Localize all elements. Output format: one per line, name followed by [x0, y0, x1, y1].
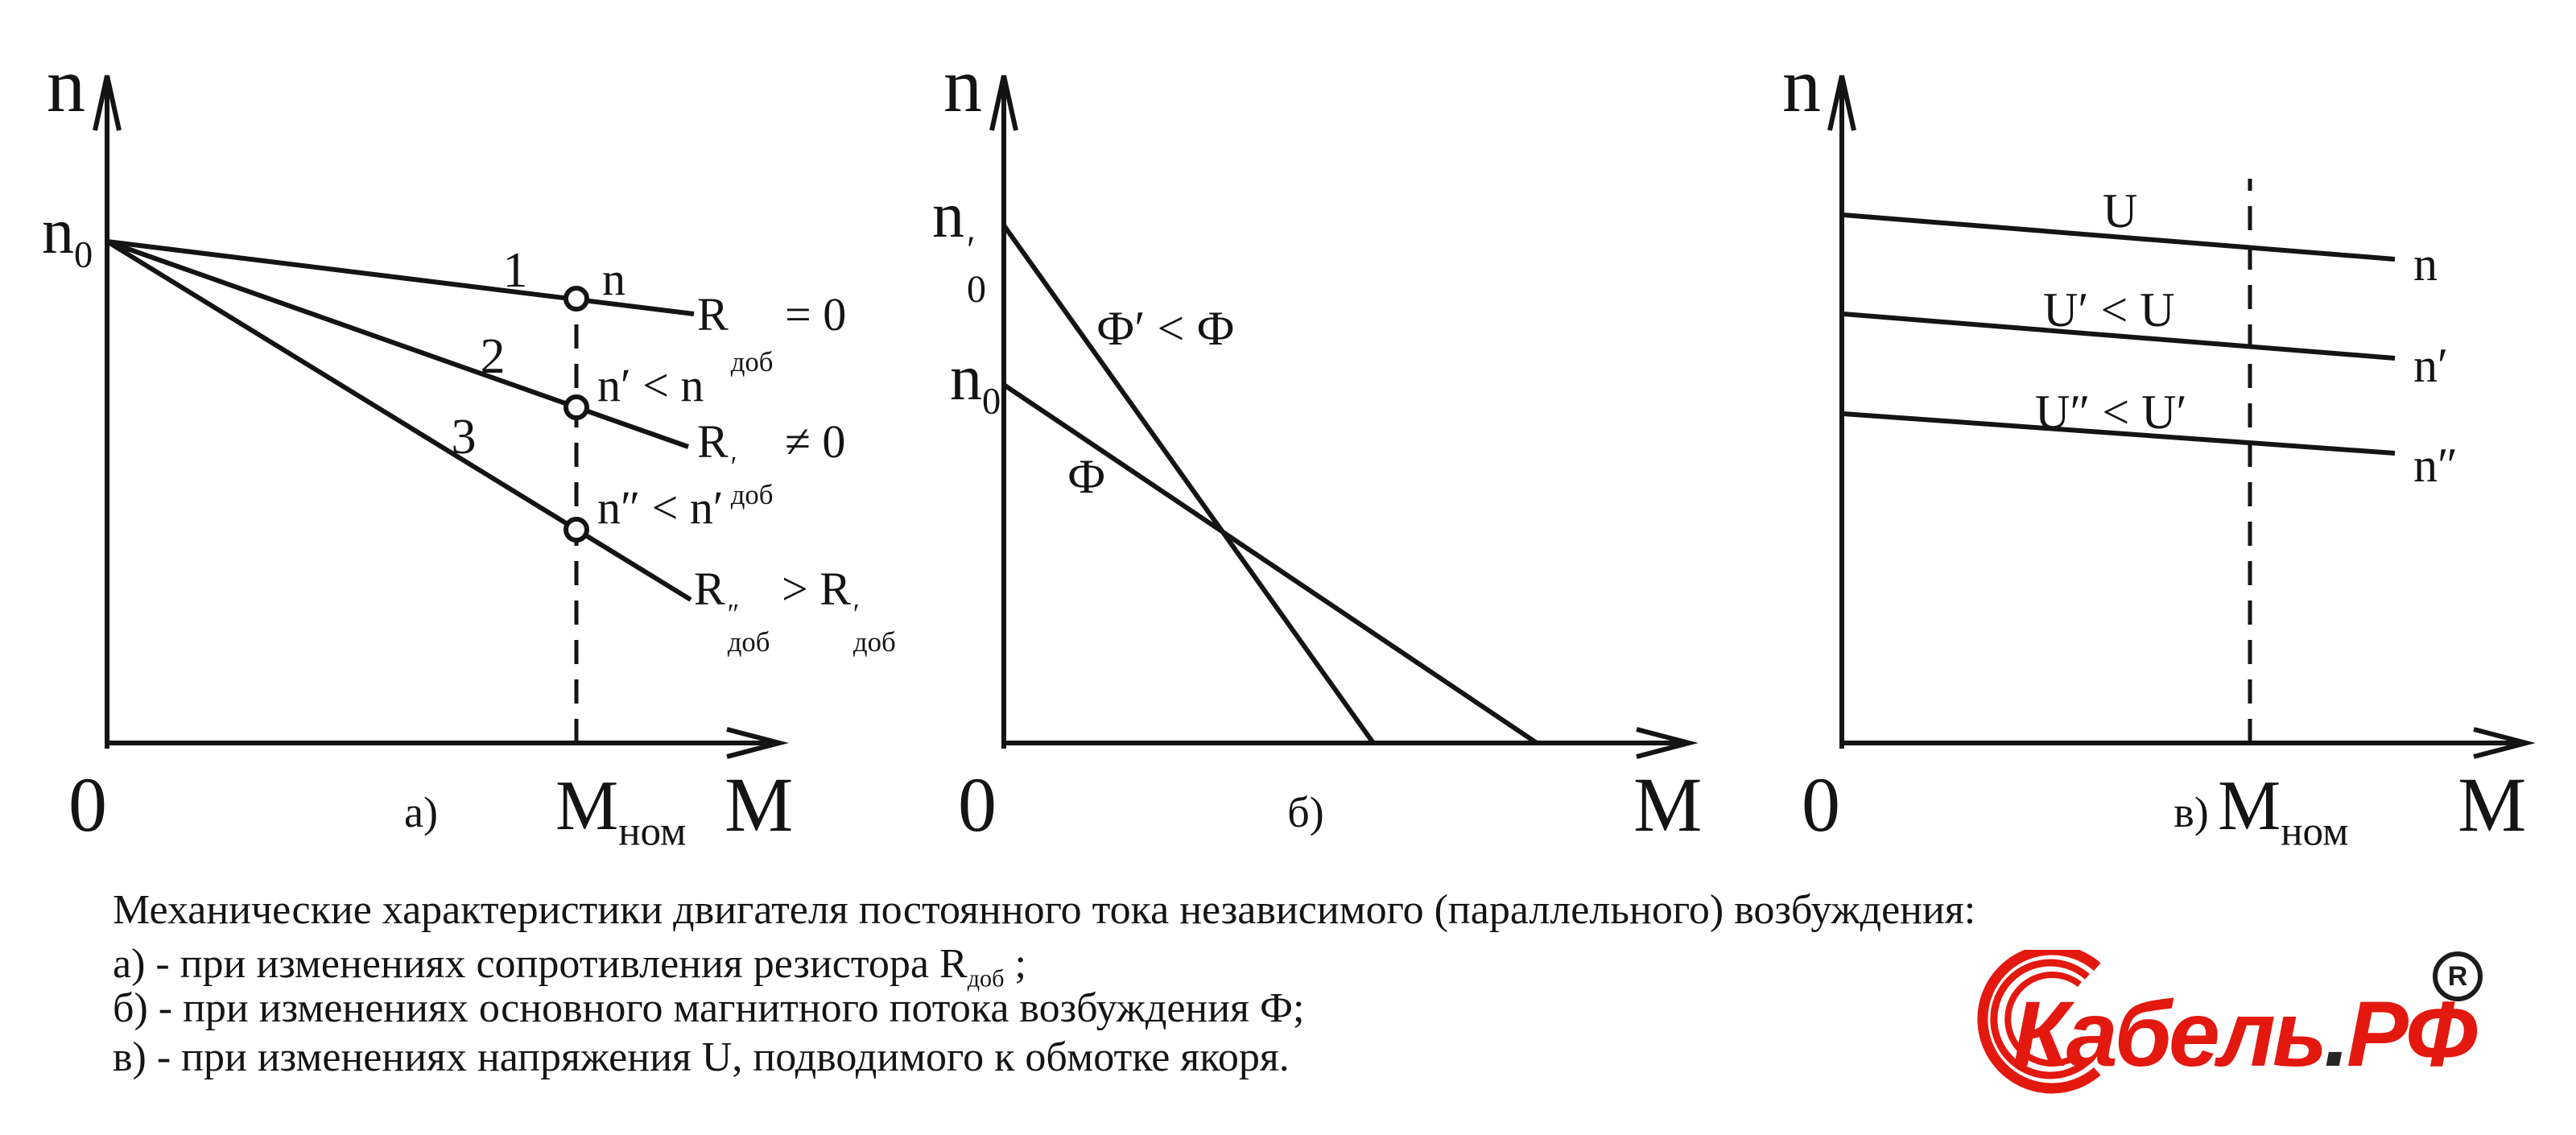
- panel-a-marker-2: [566, 397, 587, 418]
- panel-a-r1-label: R доб = 0: [697, 288, 847, 378]
- panel-c-x-axis-label: M: [2458, 761, 2527, 848]
- registered-trademark-icon: R: [2433, 951, 2483, 1001]
- panel-b-x-axis-label: M: [1633, 761, 1703, 848]
- panel-a-point1-label: n: [602, 253, 625, 305]
- panel-a-marker-1: [566, 288, 587, 309]
- kabel-rf-logo: [1971, 950, 2502, 1099]
- panel-a-marker-3: [566, 519, 587, 540]
- panel-a-x-axis-label: M: [724, 761, 794, 848]
- panel-c-u-double-prime-label: U″ < U′: [2035, 386, 2187, 439]
- panel-a-curve1-number: 1: [502, 243, 528, 298]
- panel-b-caption: б): [1287, 788, 1324, 836]
- logo-dot: .: [2324, 983, 2347, 1086]
- panel-b-origin-label: 0: [958, 761, 997, 848]
- panel-a-curve2-number: 2: [480, 329, 506, 384]
- panel-c-n-double-prime-label: n″: [2413, 439, 2458, 492]
- panel-c-u-prime-label: U′ < U: [2043, 283, 2175, 336]
- panel-a-y-axis-label: n: [47, 42, 85, 128]
- panel-a-point2-label: n′ < n: [597, 359, 704, 411]
- panel-a-r3-label: R ″ доб > R ′ доб: [694, 563, 896, 658]
- panel-b-y-axis-label: n: [943, 42, 982, 128]
- panel-c-n-label: n: [2413, 237, 2438, 291]
- panel-c-y-axis-label: n: [1782, 42, 1821, 128]
- panel-a-curve3-number: 3: [451, 410, 477, 464]
- logo-wordmark: Кабель.РФ: [2013, 983, 2475, 1086]
- panel-a-point3-label: n″ < n′: [597, 481, 724, 534]
- panel-b-n0-prime-label: n ′ 0: [932, 180, 986, 311]
- panel-a-mnom-label: $M_{ном}$: [555, 767, 687, 855]
- panel-c-mnom-label: $M_{ном}$: [2218, 767, 2349, 855]
- panel-b-lines: [992, 76, 1689, 757]
- panel-b-phi-label: Ф: [1067, 450, 1106, 503]
- panel-b-n0-label: $n_0$: [950, 343, 1001, 423]
- caption-line-3: б) - при изменениях основного магнитного потока возбуждения Ф;: [113, 985, 1305, 1031]
- panel-a-r2-label: R ′ доб ≠ 0: [697, 415, 846, 511]
- caption-line-1: Механические характеристики двигателя постоянного тока независимого (параллельного) возбуждения:: [113, 887, 1976, 933]
- panel-c-n-prime-label: n′: [2413, 339, 2449, 392]
- panel-b-curve-phi: [1004, 385, 1537, 743]
- panel-a-n0-label: $n_0$: [42, 196, 93, 276]
- caption-line-4: в) - при изменениях напряжения U, подводимого к обмотке якоря.: [113, 1034, 1290, 1080]
- caption-line-2: а) - при изменениях сопротивления резистора $R_{доб}$ ;: [113, 941, 1026, 993]
- panel-a-lines: [95, 76, 779, 757]
- panel-c-u-label: U: [2103, 184, 2138, 237]
- panel-c-caption: в): [2174, 788, 2209, 836]
- panel-a-origin-label: 0: [68, 761, 107, 848]
- panel-a-curve-2: [107, 241, 688, 447]
- panel-b-phi-prime-label: Ф′ < Ф: [1096, 302, 1235, 355]
- panel-c-origin-label: 0: [1802, 761, 1840, 848]
- panel-a-caption: а): [404, 788, 438, 836]
